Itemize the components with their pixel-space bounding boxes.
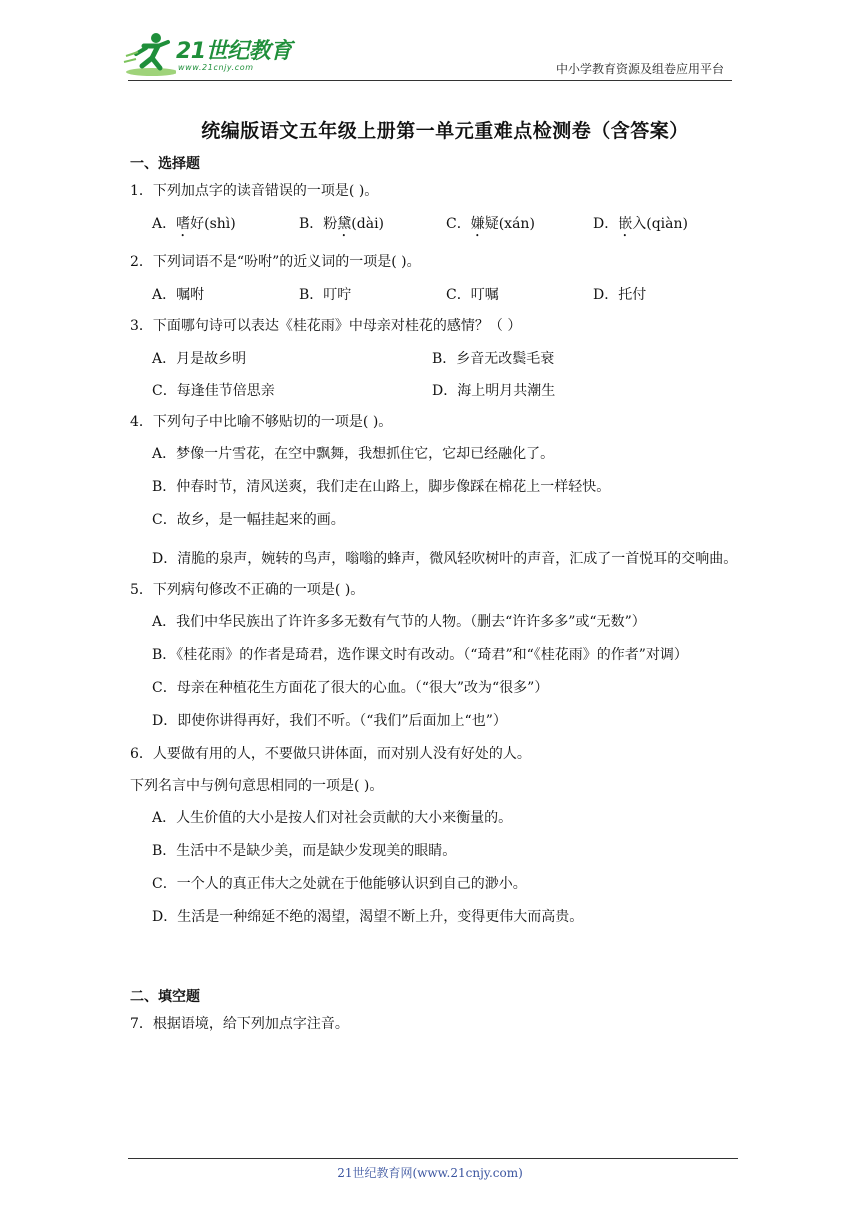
- section-choice-heading: 一、选择题: [130, 156, 200, 172]
- question-3-options-row1: [152, 348, 740, 368]
- question-3-options-row2: [152, 380, 740, 400]
- q2-option-b[interactable]: B．叮咛: [299, 287, 352, 303]
- q2-option-a[interactable]: A．嘱咐: [152, 287, 205, 303]
- footer-divider: [128, 1158, 738, 1159]
- question-5-stem: 5．下列病句修改不正确的一项是( )。: [130, 582, 365, 598]
- question-2-options: [152, 284, 740, 304]
- q3-option-a[interactable]: A．月是故乡明: [152, 351, 247, 367]
- q1-a-dotted-char: 嗜: [176, 216, 191, 232]
- q3-option-d[interactable]: D．海上明月共潮生: [432, 383, 556, 399]
- q1-option-d[interactable]: [593, 213, 740, 240]
- q4-option-c[interactable]: C．故乡，是一幅挂起来的画。: [152, 512, 345, 528]
- question-6-stem-2: 下列名言中与例句意思相同的一项是( )。: [130, 778, 384, 794]
- q4-option-b[interactable]: B．仲春时节，清风送爽，我们走在山路上，脚步像踩在棉花上一样轻快。: [152, 479, 611, 495]
- q1-option-a[interactable]: [152, 213, 299, 240]
- q1-option-c[interactable]: [446, 213, 593, 240]
- page-title: 统编版语文五年级上册第一单元重难点检测卷（含答案）: [201, 120, 689, 142]
- page-header: [0, 0, 860, 90]
- footer-link[interactable]: 21世纪教育网(www.21cnjy.com): [337, 1166, 523, 1180]
- q1-d-rest: 入(qiàn): [632, 216, 688, 232]
- q5-option-b[interactable]: B．《桂花雨》的作者是琦君，选作课文时有改动。（“琦君”和“《桂花雨》的作者”对调）: [152, 647, 688, 663]
- question-4-stem: 4．下列句子中比喻不够贴切的一项是( )。: [130, 414, 393, 430]
- q5-option-d[interactable]: D．即使你讲得再好，我们不听。（“我们”后面加上“也”）: [152, 713, 507, 729]
- q1-b-rest: (dài): [351, 216, 385, 232]
- q5-option-a[interactable]: A．我们中华民族出了许许多多无数有气节的人物。（删去“许许多多”或“无数”）: [152, 614, 646, 630]
- document-body: [130, 110, 740, 1046]
- q1-d-dotted-char: 嵌: [618, 216, 633, 232]
- q1-c-rest: 疑(xán): [484, 216, 535, 232]
- q5-option-c[interactable]: C．母亲在种植花生方面花了很大的心血。（“很大”改为“很多”）: [152, 680, 549, 696]
- q1-c-dotted-char: 嫌: [470, 216, 485, 232]
- q1-d-prefix: D．: [593, 216, 619, 232]
- header-divider: [128, 80, 732, 81]
- q6-option-d[interactable]: D．生活是一种绵延不绝的渴望，渴望不断上升，变得更伟大而高贵。: [152, 909, 584, 925]
- q6-option-c[interactable]: C．一个人的真正伟大之处就在于他能够认识到自己的渺小。: [152, 876, 527, 892]
- question-1-stem: 1．下列加点字的读音错误的一项是( )。: [130, 183, 379, 199]
- logo-url: www.21cnjy.com: [178, 63, 254, 72]
- q1-option-b[interactable]: [299, 213, 446, 240]
- question-3-stem: 3．下面哪句诗可以表达《桂花雨》中母亲对桂花的感情？（ ）: [130, 318, 522, 334]
- logo-text: 21世纪教育: [176, 39, 292, 64]
- question-7-stem: 7．根据语境，给下列加点字注音。: [130, 1016, 349, 1032]
- q3-option-c[interactable]: C．每逢佳节倍思亲: [152, 383, 275, 399]
- section-fill-heading: 二、填空题: [130, 989, 200, 1005]
- q1-b-dotted-char: 黛: [337, 216, 352, 232]
- q1-a-rest: 好(shì): [190, 216, 236, 232]
- q4-option-d[interactable]: D．清脆的泉声，婉转的鸟声，嗡嗡的蜂声，微风轻吹树叶的声音，汇成了一首悦耳的交响曲。: [152, 551, 738, 567]
- q1-c-prefix: C．: [446, 216, 471, 232]
- platform-name: 中小学教育资源及组卷应用平台: [555, 62, 724, 76]
- q3-option-b[interactable]: B．乡音无改鬓毛衰: [432, 351, 555, 367]
- q1-a-prefix: A．: [152, 216, 177, 232]
- q1-b-prefix: B．粉: [299, 216, 338, 232]
- site-logo[interactable]: [122, 32, 292, 80]
- q2-option-d[interactable]: D．托付: [593, 287, 647, 303]
- q2-option-c[interactable]: C．叮嘱: [446, 287, 499, 303]
- question-6-stem: 6．人要做有用的人，不要做只讲体面，而对别人没有好处的人。: [130, 746, 531, 762]
- question-2-stem: 2．下列词语不是“吩咐”的近义词的一项是( )。: [130, 254, 421, 270]
- section-spacer: [130, 940, 740, 982]
- q6-option-a[interactable]: A．人生价值的大小是按人们对社会贡献的大小来衡量的。: [152, 810, 513, 826]
- q4-option-a[interactable]: A．梦像一片雪花，在空中飘舞，我想抓住它，它却已经融化了。: [152, 446, 555, 462]
- question-1-options: [152, 213, 740, 240]
- runner-logo-icon: [122, 32, 176, 78]
- q6-option-b[interactable]: B．生活中不是缺少美，而是缺少发现美的眼睛。: [152, 843, 457, 859]
